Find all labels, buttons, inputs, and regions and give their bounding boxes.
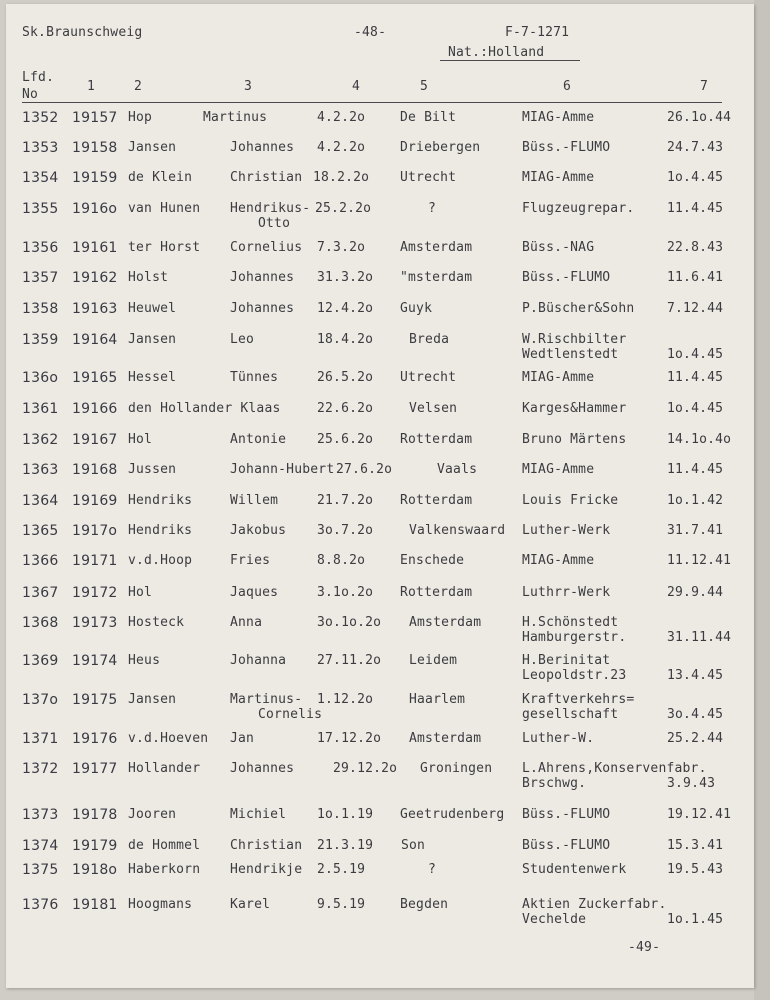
- row-birth-date: 26.5.2o: [317, 370, 374, 385]
- row-register-number: 19166: [72, 401, 118, 417]
- header-reference: F-7-1271: [505, 25, 570, 40]
- row-lfd-number: 1368: [22, 615, 59, 631]
- row-birth-date: 2.5.19: [317, 862, 366, 877]
- row-first-name: Tünnes: [230, 370, 279, 385]
- row-employer: Luthrr-Werk: [522, 585, 611, 600]
- row-first-name: Jan: [230, 731, 255, 746]
- row-lfd-number: 1355: [22, 201, 59, 217]
- row-surname: Hol: [128, 432, 153, 447]
- row-birth-place: Groningen: [420, 761, 493, 776]
- row-register-number: 19165: [72, 370, 118, 386]
- header-nationality: Nat.:Holland: [448, 45, 545, 60]
- header-underline: [22, 102, 722, 103]
- row-employer-cont: Hamburgerstr.: [522, 630, 627, 645]
- row-lfd-number: 1364: [22, 493, 59, 509]
- row-lfd-number: 1374: [22, 838, 59, 854]
- row-employer: Kraftverkehrs=: [522, 692, 635, 707]
- row-first-name: Willem: [230, 493, 279, 508]
- row-register-number: 19157: [72, 110, 118, 126]
- row-date: 19.12.41: [667, 807, 732, 822]
- row-lfd-number: 1375: [22, 862, 59, 878]
- row-date: 13.4.45: [667, 668, 724, 683]
- row-first-name: Martinus-: [230, 692, 303, 707]
- row-register-number: 19169: [72, 493, 118, 509]
- row-date: 1o.4.45: [667, 347, 724, 362]
- row-birth-date: 3o.1o.2o: [317, 615, 382, 630]
- row-lfd-number: 1371: [22, 731, 59, 747]
- row-surname: Jooren: [128, 807, 177, 822]
- row-employer: Bruno Märtens: [522, 432, 627, 447]
- row-lfd-number: 1365: [22, 523, 59, 539]
- row-register-number: 19173: [72, 615, 118, 631]
- row-date: 11.4.45: [667, 370, 724, 385]
- row-lfd-number: 136o: [22, 370, 59, 386]
- row-lfd-number: 1369: [22, 653, 59, 669]
- row-birth-place: "msterdam: [400, 270, 473, 285]
- row-birth-date: 17.12.2o: [317, 731, 382, 746]
- row-surname: v.d.Hoop: [128, 553, 193, 568]
- row-date: 1o.1.45: [667, 912, 724, 927]
- row-date: 7.12.44: [667, 301, 724, 316]
- row-first-name-cont: Cornelis: [258, 707, 323, 722]
- row-surname: Jansen: [128, 140, 177, 155]
- row-birth-place: Utrecht: [400, 370, 457, 385]
- row-birth-date: 22.6.2o: [317, 401, 374, 416]
- row-lfd-number: 1359: [22, 332, 59, 348]
- row-first-name: Antonie: [230, 432, 287, 447]
- row-birth-place: Geetrudenberg: [400, 807, 505, 822]
- row-surname: Holst: [128, 270, 169, 285]
- row-register-number: 19179: [72, 838, 118, 854]
- row-date: 1o.4.45: [667, 401, 724, 416]
- row-register-number: 19163: [72, 301, 118, 317]
- row-date: 14.1o.4o: [667, 432, 732, 447]
- row-surname: ter Horst: [128, 240, 201, 255]
- row-surname: Jussen: [128, 462, 177, 477]
- row-birth-date: 29.12.2o: [333, 761, 398, 776]
- row-first-name: Johannes: [230, 140, 295, 155]
- row-birth-date: 12.4.2o: [317, 301, 374, 316]
- row-employer: Aktien Zuckerfabr.: [522, 897, 667, 912]
- row-register-number: 1916o: [72, 201, 118, 217]
- row-birth-place: Amsterdam: [400, 240, 473, 255]
- row-date: 15.3.41: [667, 838, 724, 853]
- row-employer-cont: Vechelde: [522, 912, 587, 927]
- col-6-label: 6: [563, 79, 572, 94]
- row-birth-place: Breda: [409, 332, 450, 347]
- row-birth-place: Vaals: [437, 462, 478, 477]
- row-birth-place: Amsterdam: [409, 731, 482, 746]
- row-employer: Büss.-FLUMO: [522, 140, 611, 155]
- footer-next-page: -49-: [628, 940, 661, 955]
- row-date: 25.2.44: [667, 731, 724, 746]
- table-row: [0, 332, 770, 372]
- row-birth-date: 3.1o.2o: [317, 585, 374, 600]
- row-lfd-number: 1366: [22, 553, 59, 569]
- row-first-name: Johannes: [230, 761, 295, 776]
- row-lfd-number: 1372: [22, 761, 59, 777]
- row-surname: Haberkorn: [128, 862, 201, 877]
- row-lfd-number: 1363: [22, 462, 59, 478]
- row-register-number: 19178: [72, 807, 118, 823]
- row-date: 11.4.45: [667, 201, 724, 216]
- header-page-number: -48-: [354, 25, 387, 40]
- row-birth-date: 27.11.2o: [317, 653, 382, 668]
- row-employer: W.Rischbilter: [522, 332, 627, 347]
- table-row: [0, 615, 770, 655]
- row-first-name: Jaques: [230, 585, 279, 600]
- row-surname: Hop: [128, 110, 153, 125]
- table-row: [0, 653, 770, 693]
- row-birth-date: 9.5.19: [317, 897, 366, 912]
- row-first-name: Leo: [230, 332, 255, 347]
- row-birth-date: 27.6.2o: [336, 462, 393, 477]
- row-employer-cont: Brschwg.: [522, 776, 587, 791]
- table-row: [0, 201, 770, 241]
- row-first-name: Christian: [230, 170, 303, 185]
- row-employer: H.Schönstedt: [522, 615, 619, 630]
- row-birth-date: 25.6.2o: [317, 432, 374, 447]
- row-birth-place: De Bilt: [400, 110, 457, 125]
- row-first-name-cont: Otto: [258, 216, 291, 231]
- row-register-number: 19171: [72, 553, 118, 569]
- row-lfd-number: 1376: [22, 897, 59, 913]
- row-birth-place: Velsen: [409, 401, 458, 416]
- row-birth-date: 4.2.2o: [317, 140, 366, 155]
- row-surname: Hosteck: [128, 615, 185, 630]
- row-date: 31.7.41: [667, 523, 724, 538]
- row-employer: MIAG-Amme: [522, 170, 595, 185]
- row-register-number: 19159: [72, 170, 118, 186]
- row-lfd-number: 1361: [22, 401, 59, 417]
- row-birth-place: Rotterdam: [400, 585, 473, 600]
- row-register-number: 19167: [72, 432, 118, 448]
- row-surname: Hendriks: [128, 493, 193, 508]
- row-employer-cont: Leopoldstr.23: [522, 668, 627, 683]
- row-birth-place: ?: [428, 201, 437, 216]
- row-register-number: 1917o: [72, 523, 118, 539]
- row-birth-date: 3o.7.2o: [317, 523, 374, 538]
- row-employer: Luther-W.: [522, 731, 595, 746]
- row-birth-place: Amsterdam: [409, 615, 482, 630]
- row-employer: Flugzeugrepar.: [522, 201, 635, 216]
- row-register-number: 1918o: [72, 862, 118, 878]
- table-row: [0, 761, 770, 801]
- col-lfd-label: Lfd.: [22, 70, 55, 85]
- row-lfd-number: 1353: [22, 140, 59, 156]
- row-first-name: Jakobus: [230, 523, 287, 538]
- row-employer: Büss.-FLUMO: [522, 838, 611, 853]
- row-first-name: Johannes: [230, 270, 295, 285]
- row-birth-date: 7.3.2o: [317, 240, 366, 255]
- row-date: 19.5.43: [667, 862, 724, 877]
- row-surname: de Klein: [128, 170, 193, 185]
- row-first-name: Anna: [230, 615, 263, 630]
- row-date: 31.11.44: [667, 630, 732, 645]
- row-surname: Heus: [128, 653, 161, 668]
- row-birth-place: Rotterdam: [400, 432, 473, 447]
- row-birth-place: Driebergen: [400, 140, 481, 155]
- row-employer: Louis Fricke: [522, 493, 619, 508]
- row-register-number: 19181: [72, 897, 118, 913]
- row-birth-date: 4.2.2o: [317, 110, 366, 125]
- row-employer: MIAG-Amme: [522, 553, 595, 568]
- row-surname: van Hunen: [128, 201, 201, 216]
- row-employer: P.Büscher&Sohn: [522, 301, 635, 316]
- row-first-name: Michiel: [230, 807, 287, 822]
- row-surname: Jansen: [128, 692, 177, 707]
- row-birth-place: Begden: [400, 897, 449, 912]
- row-date: 22.8.43: [667, 240, 724, 255]
- row-surname: de Hommel: [128, 838, 201, 853]
- row-register-number: 19176: [72, 731, 118, 747]
- table-row: [0, 692, 770, 732]
- row-surname: Hoogmans: [128, 897, 193, 912]
- row-employer: Luther-Werk: [522, 523, 611, 538]
- row-employer: MIAG-Amme: [522, 110, 595, 125]
- row-birth-date: 8.8.2o: [317, 553, 366, 568]
- row-surname: Heuwel: [128, 301, 177, 316]
- row-date: 11.6.41: [667, 270, 724, 285]
- table-row: [0, 862, 770, 902]
- row-surname: v.d.Hoeven: [128, 731, 209, 746]
- row-first-name: Fries: [230, 553, 271, 568]
- row-birth-date: 21.3.19: [317, 838, 374, 853]
- row-lfd-number: 1358: [22, 301, 59, 317]
- row-register-number: 19161: [72, 240, 118, 256]
- row-lfd-number: 1352: [22, 110, 59, 126]
- row-date: 3.9.43: [667, 776, 716, 791]
- row-surname: Hendriks: [128, 523, 193, 538]
- row-employer: Studentenwerk: [522, 862, 627, 877]
- row-lfd-number: 1354: [22, 170, 59, 186]
- row-first-name: Johanna: [230, 653, 287, 668]
- row-date: 11.12.41: [667, 553, 732, 568]
- row-employer: H.Berinitat: [522, 653, 611, 668]
- row-birth-place: Guyk: [400, 301, 433, 316]
- row-lfd-number: 137o: [22, 692, 59, 708]
- row-employer: Karges&Hammer: [522, 401, 627, 416]
- row-birth-place: Enschede: [400, 553, 465, 568]
- col-2-label: 2: [134, 79, 143, 94]
- row-register-number: 19172: [72, 585, 118, 601]
- row-register-number: 19175: [72, 692, 118, 708]
- row-lfd-number: 1373: [22, 807, 59, 823]
- row-register-number: 19162: [72, 270, 118, 286]
- row-birth-place: Valkenswaard: [409, 523, 506, 538]
- col-no-label: No: [22, 87, 39, 102]
- row-birth-place: Son: [401, 838, 426, 853]
- row-birth-date: 18.4.2o: [317, 332, 374, 347]
- row-employer: L.Ahrens,Konservenfabr.: [522, 761, 707, 776]
- row-employer-cont: Wedtlenstedt: [522, 347, 619, 362]
- row-surname: Jansen: [128, 332, 177, 347]
- row-register-number: 19177: [72, 761, 118, 777]
- nationality-underline: [440, 60, 580, 61]
- row-register-number: 19174: [72, 653, 118, 669]
- row-first-name: Johann-Hubert: [230, 462, 335, 477]
- row-lfd-number: 1357: [22, 270, 59, 286]
- row-birth-place: Utrecht: [400, 170, 457, 185]
- row-first-name: Karel: [230, 897, 271, 912]
- row-register-number: 19168: [72, 462, 118, 478]
- row-birth-place: Leidem: [409, 653, 458, 668]
- row-birth-date: 1o.1.19: [317, 807, 374, 822]
- row-first-name: Martinus: [203, 110, 268, 125]
- row-surname: Hol: [128, 585, 153, 600]
- row-birth-date: 18.2.2o: [313, 170, 370, 185]
- row-date: 11.4.45: [667, 462, 724, 477]
- row-lfd-number: 1367: [22, 585, 59, 601]
- row-employer: Büss.-FLUMO: [522, 270, 611, 285]
- row-register-number: 19164: [72, 332, 118, 348]
- row-birth-place: Rotterdam: [400, 493, 473, 508]
- row-date: 29.9.44: [667, 585, 724, 600]
- row-birth-date: 21.7.2o: [317, 493, 374, 508]
- row-birth-date: 25.2.2o: [315, 201, 372, 216]
- row-lfd-number: 1356: [22, 240, 59, 256]
- row-date: 3o.4.45: [667, 707, 724, 722]
- row-surname: Hollander: [128, 761, 201, 776]
- col-5-label: 5: [420, 79, 429, 94]
- row-register-number: 19158: [72, 140, 118, 156]
- row-employer: Büss.-FLUMO: [522, 807, 611, 822]
- row-surname: Hessel: [128, 370, 177, 385]
- row-birth-date: 1.12.2o: [317, 692, 374, 707]
- col-1-label: 1: [87, 79, 96, 94]
- col-7-label: 7: [700, 79, 709, 94]
- header-place: Sk.Braunschweig: [22, 25, 143, 40]
- row-employer: MIAG-Amme: [522, 370, 595, 385]
- table-row: [0, 897, 770, 937]
- row-birth-place: ?: [428, 862, 437, 877]
- row-first-name: Christian: [230, 838, 303, 853]
- row-surname: den Hollander Klaas: [128, 401, 281, 416]
- row-date: 1o.1.42: [667, 493, 724, 508]
- row-date: 1o.4.45: [667, 170, 724, 185]
- row-employer: MIAG-Amme: [522, 462, 595, 477]
- row-birth-place: Haarlem: [409, 692, 466, 707]
- row-date: 24.7.43: [667, 140, 724, 155]
- col-3-label: 3: [244, 79, 253, 94]
- row-lfd-number: 1362: [22, 432, 59, 448]
- row-first-name: Johannes: [230, 301, 295, 316]
- row-date: 26.1o.44: [667, 110, 732, 125]
- row-first-name: Hendrikje: [230, 862, 303, 877]
- row-employer: Büss.-NAG: [522, 240, 595, 255]
- row-birth-date: 31.3.2o: [317, 270, 374, 285]
- col-4-label: 4: [352, 79, 361, 94]
- row-first-name: Cornelius: [230, 240, 303, 255]
- row-first-name: Hendrikus-: [230, 201, 311, 216]
- row-employer-cont: gesellschaft: [522, 707, 619, 722]
